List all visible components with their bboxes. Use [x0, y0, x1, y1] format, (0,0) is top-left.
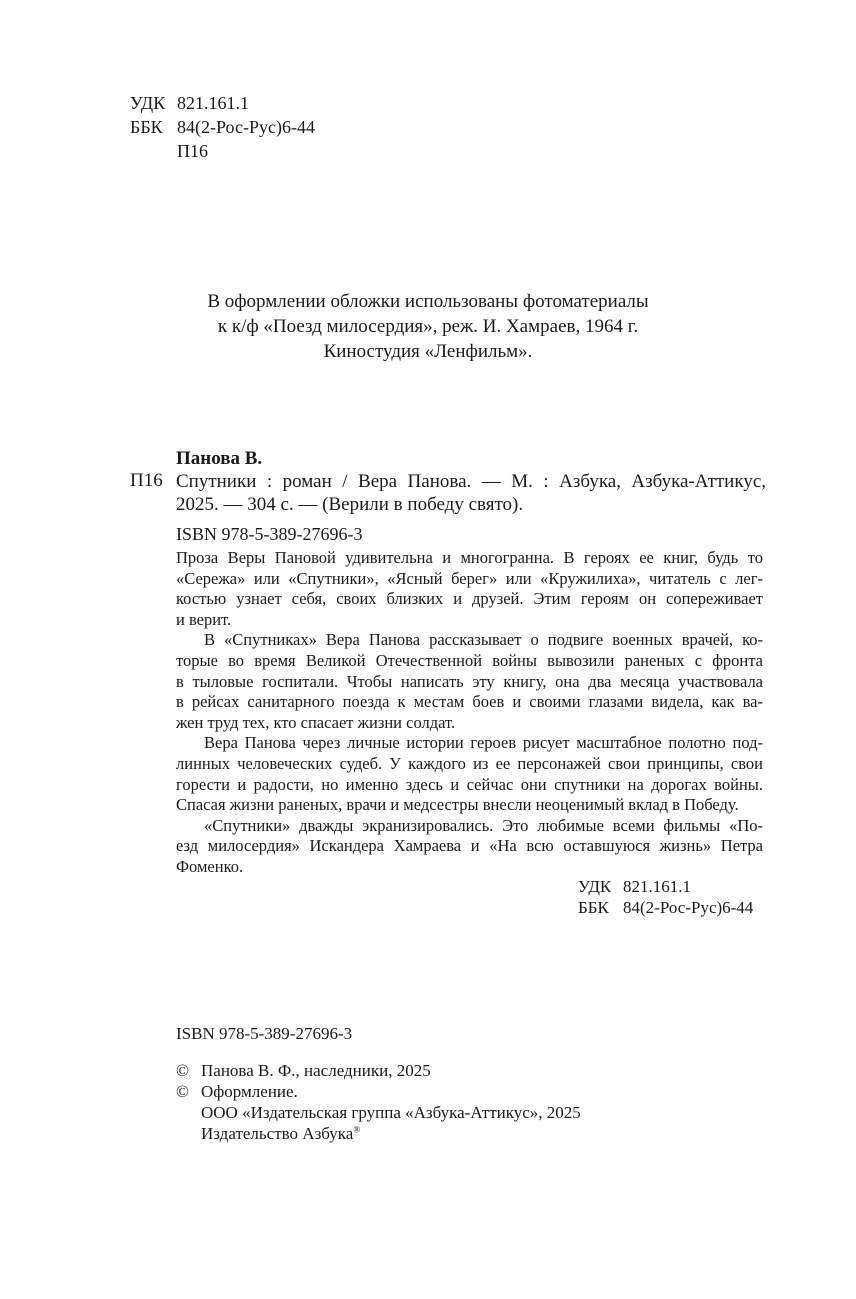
copyright-line: Панова В. Ф., наследники, 2025: [201, 1061, 431, 1080]
annotation-line: и верит.: [176, 609, 232, 629]
udk-value: 821.161.1: [177, 93, 249, 113]
annotation-line: «Сережа» или «Спутники», «Ясный берег» или «Кружилиха», читатель с лег-: [176, 568, 763, 588]
bibliographic-description: [176, 470, 766, 516]
bbk-top: [130, 117, 315, 137]
author-heading: Панова В.: [176, 448, 263, 469]
bbk-value: 84(2-Рос-Рус)6-44: [623, 898, 754, 917]
isbn-bottom: ISBN 978-5-389-27696-3: [176, 1024, 353, 1043]
description-line: 2025. — 304 с. — (Верили в победу свято).: [176, 494, 524, 515]
classification-bottom: [578, 876, 753, 918]
udk-label: УДК: [578, 877, 612, 896]
credits-line: к к/ф «Поезд милосердия», реж. И. Хамраев, 1964 г.: [217, 316, 639, 337]
annotation-line: горести и радости, но именно здесь и сейчас они спутники на дорогах войны.: [176, 774, 763, 794]
annotation-line: Фоменко.: [176, 856, 244, 876]
udk-top: [130, 93, 249, 113]
author-mark: П16: [130, 470, 163, 491]
credits-line: Киностудия «Ленфильм».: [323, 341, 533, 362]
copyright-line: Оформление.: [201, 1082, 298, 1101]
annotation-line: линных человеческих судеб. У каждого из ее персонажей свои принципы, свои: [176, 753, 763, 773]
cover-credits: [0, 289, 856, 364]
annotation: [176, 548, 763, 878]
description-line: Спутники : роман / Вера Панова. — М. : Азбука, Азбука-Аттикус,: [176, 471, 766, 492]
annotation-line: торые во время Великой Отечественной войны вывозили раненых с фронта: [176, 650, 763, 670]
copyright-line: Издательство Азбука: [201, 1124, 354, 1143]
annotation-line: езд милосердия» Искандера Хамраева и «На всю оставшуюся жизнь» Петра: [176, 836, 763, 856]
bbk-value: 84(2-Рос-Рус)6-44: [177, 117, 315, 137]
registered-mark: ®: [353, 1124, 361, 1135]
annotation-line: в рейсах санитарного поезда к местам боев и своими глазами видела, как ва-: [176, 692, 763, 712]
bbk-label: ББК: [578, 898, 609, 917]
author-mark-top: П16: [177, 141, 208, 161]
annotation-line: Спасая жизни раненых, врачи и медсестры внесли неоценимый вклад в Победу.: [176, 795, 739, 815]
annotation-line: костью узнает себя, своих близких и друзей. Этим героям он сопереживает: [176, 589, 763, 609]
copyright-line: ООО «Издательская группа «Азбука-Аттикус», 2025: [201, 1103, 581, 1122]
bbk-label: ББК: [130, 117, 163, 137]
annotation-line: жен труд тех, кто спасает жизни солдат.: [176, 712, 456, 732]
annotation-line: в тыловые госпитали. Чтобы написать эту книгу, она два месяца участвовала: [176, 671, 763, 691]
credits-line: В оформлении обложки использованы фотоматериалы: [207, 291, 649, 312]
copyright-symbol: ©: [176, 1082, 189, 1101]
annotation-line: «Спутники» дважды экранизировались. Это любимые всеми фильмы «По-: [204, 815, 763, 835]
annotation-line: Проза Веры Пановой удивительна и многогранна. В героях ее книг, будь то: [176, 548, 763, 567]
copyright-block: [176, 1060, 581, 1144]
udk-value: 821.161.1: [623, 877, 691, 896]
copyright-symbol: ©: [176, 1061, 189, 1080]
annotation-line: В «Спутниках» Вера Панова рассказывает о подвиге военных врачей, ко-: [204, 630, 763, 650]
annotation-line: Вера Панова через личные истории героев рисует масштабное полотно под-: [204, 733, 763, 753]
udk-label: УДК: [130, 93, 166, 113]
isbn-record: ISBN 978-5-389-27696-3: [176, 524, 363, 544]
